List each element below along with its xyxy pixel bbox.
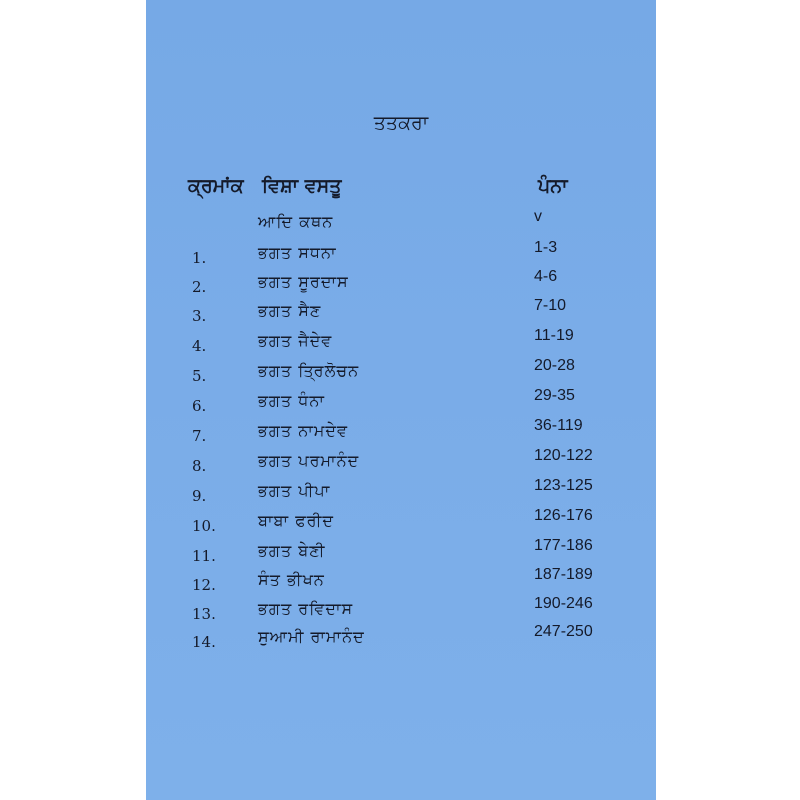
row-number: 5. bbox=[192, 367, 207, 385]
row-number: 11. bbox=[192, 547, 216, 565]
table-row bbox=[146, 297, 656, 331]
row-subject: ਭਗਤ ਨਾਮਦੇਵ bbox=[258, 421, 348, 440]
table-row bbox=[146, 327, 656, 361]
row-page: 11-19 bbox=[534, 327, 574, 344]
row-subject: ਭਗਤ ਤ੍ਰਿਲੋਚਨ bbox=[258, 361, 360, 380]
row-number: 9. bbox=[192, 487, 207, 505]
row-subject: ਭਗਤ ਸਧਨਾ bbox=[258, 243, 337, 262]
row-number: 10. bbox=[192, 517, 216, 535]
table-row bbox=[146, 623, 656, 657]
row-subject: ਆਦਿ ਕਥਨ bbox=[258, 212, 334, 231]
row-page: 29-35 bbox=[534, 387, 575, 404]
row-page: 247-250 bbox=[534, 623, 593, 640]
row-subject: ਭਗਤ ਬੇਣੀ bbox=[258, 541, 326, 560]
row-page: 190-246 bbox=[534, 595, 593, 612]
row-number: 7. bbox=[192, 427, 207, 445]
row-number: 12. bbox=[192, 576, 216, 594]
table-row bbox=[146, 239, 656, 273]
row-number: 8. bbox=[192, 457, 207, 475]
header-page: ਪੰਨਾ bbox=[538, 175, 568, 197]
row-number: 1. bbox=[192, 249, 207, 267]
header-serial: ਕ੍ਰਮਾਂਕ bbox=[188, 175, 244, 197]
row-subject: ਭਗਤ ਸੈਣ bbox=[258, 301, 322, 320]
row-number: 6. bbox=[192, 397, 207, 415]
row-subject: ਭਗਤ ਰਵਿਦਾਸ bbox=[258, 599, 354, 618]
row-page: 123-125 bbox=[534, 477, 593, 494]
row-page: 177-186 bbox=[534, 537, 593, 554]
row-subject: ਭਗਤ ਜੈਦੇਵ bbox=[258, 331, 333, 350]
row-subject: ਸੰਤ ਭੀਖਨ bbox=[258, 570, 325, 589]
table-row bbox=[146, 357, 656, 391]
row-number: 2. bbox=[192, 278, 207, 296]
document-page bbox=[146, 0, 656, 800]
row-number: 13. bbox=[192, 605, 216, 623]
header-subject: ਵਿਸ਼ਾ ਵਸਤੂ bbox=[262, 175, 342, 197]
row-subject: ਭਗਤ ਧੰਨਾ bbox=[258, 391, 325, 410]
row-page: 7-10 bbox=[534, 297, 567, 314]
row-subject: ਭਗਤ ਪੀਪਾ bbox=[258, 481, 331, 500]
table-row bbox=[146, 208, 656, 242]
row-number: 3. bbox=[192, 307, 207, 325]
row-page: 120-122 bbox=[534, 447, 593, 464]
row-page: 4-6 bbox=[534, 268, 558, 285]
row-subject: ਸੁਆਮੀ ਰਾਮਾਨੰਦ bbox=[258, 627, 365, 646]
table-row bbox=[146, 268, 656, 302]
row-subject: ਭਗਤ ਸੂਰਦਾਸ bbox=[258, 272, 349, 291]
row-subject: ਬਾਬਾ ਫਰੀਦ bbox=[258, 511, 334, 530]
row-page: 187-189 bbox=[534, 566, 593, 583]
row-page: v bbox=[534, 208, 542, 225]
row-page: 20-28 bbox=[534, 357, 575, 374]
row-number: 14. bbox=[192, 633, 216, 651]
row-subject: ਭਗਤ ਪਰਮਾਨੰਦ bbox=[258, 451, 360, 470]
row-number: 4. bbox=[192, 337, 207, 355]
page-title: ਤਤਕਰਾ bbox=[373, 112, 429, 134]
row-page: 36-119 bbox=[534, 417, 583, 434]
row-page: 1-3 bbox=[534, 239, 558, 256]
row-page: 126-176 bbox=[534, 507, 593, 524]
